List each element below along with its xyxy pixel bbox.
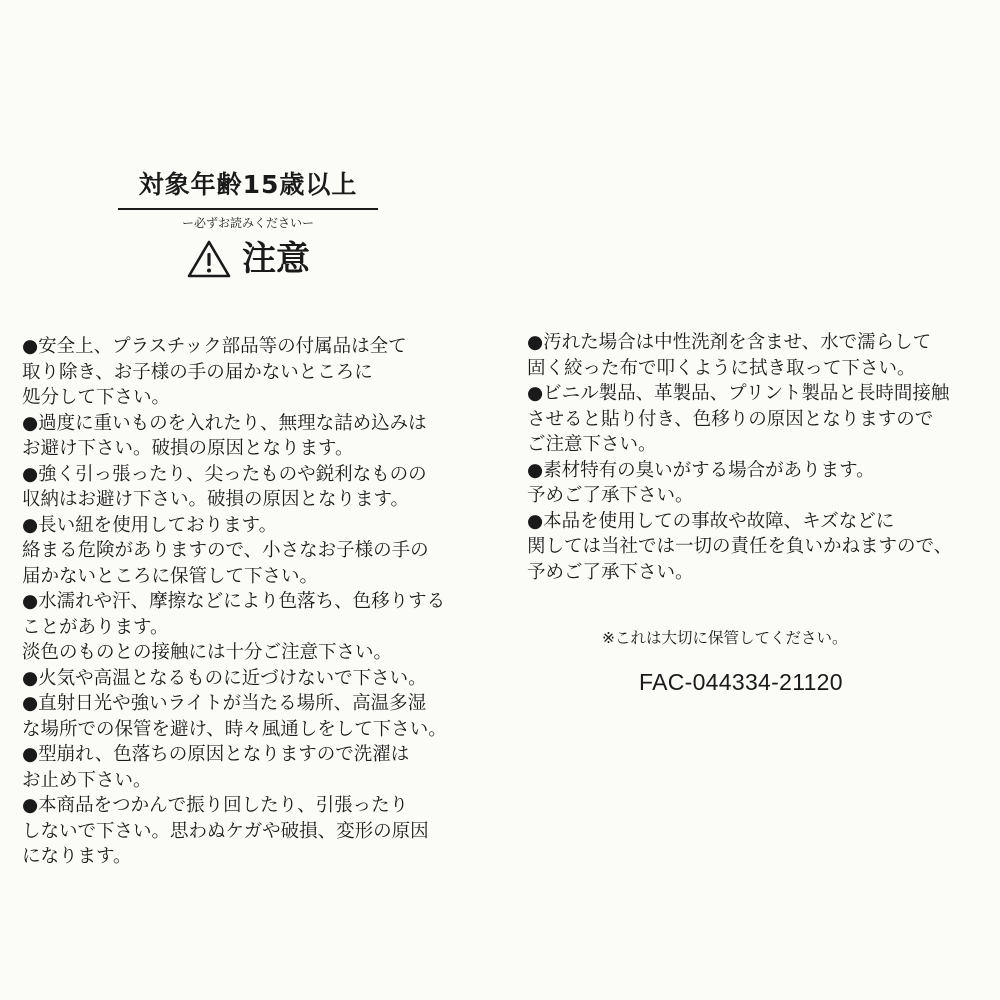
caution-line: お避け下さい。破損の原因となります。 (22, 438, 354, 459)
warning-triangle-icon (186, 238, 232, 280)
keep-note: ※これは大切に保管してください。 (602, 629, 848, 647)
read-note: ー必ずお読みくださいー (181, 216, 314, 230)
caution-line: ●汚れた場合は中性洗剤を含ませ、水で濡らして (527, 332, 932, 353)
caution-line: 届かないところに保管して下さい。 (22, 565, 319, 587)
caution-line: お止め下さい。 (22, 769, 152, 791)
caution-line: しないで下さい。思わぬケガや破損、変形の原因 (22, 820, 429, 842)
caution-line: ●強く引っ張ったり、尖ったものや鋭利なものの (22, 463, 427, 485)
caution-line: 予めご了承下さい。 (527, 561, 694, 583)
label-header (118, 168, 378, 281)
caution-line: ●ビニル製品、革製品、プリント製品と長時間接触 (527, 383, 950, 404)
caution-line: ことがあります。 (22, 616, 169, 638)
caution-line: な場所での保管を避け、時々風通しをして下さい。 (22, 718, 447, 740)
caution-line: ご注意下さい。 (527, 434, 657, 455)
caution-line: させると貼り付き、色移りの原因となりますので (527, 408, 934, 430)
caution-line: になります。 (22, 846, 132, 867)
caution-line: ●型崩れ、色落ちの原因となりますので洗濯は (22, 744, 410, 765)
caution-line: 収納はお避け下さい。破損の原因となります。 (22, 489, 410, 510)
caution-line: 関しては当社では一切の責任を負いかねますので、 (527, 536, 953, 557)
caution-line: ●素材特有の臭いがする場合があります。 (527, 459, 875, 481)
caution-line: ●水濡れや汗、摩擦などにより色落ち、色移りする (22, 591, 446, 612)
caution-line: ●直射日光や強いライトが当たる場所、高温多湿 (22, 693, 427, 714)
caution-line: 処分して下さい。 (22, 387, 171, 408)
caution-line: ●火気や高温となるものに近づけないで下さい。 (22, 667, 427, 689)
caution-line: 淡色のものとの接触には十分ご注意下さい。 (22, 642, 393, 663)
caution-line: 固く絞った布で叩くように拭き取って下さい。 (527, 357, 916, 379)
caution-line: ●本品を使用しての事故や故障、キズなどに (527, 510, 895, 532)
caution-line: ●安全上、プラスチック部品等の付属品は全て (22, 336, 407, 357)
caution-title: 注意 (242, 239, 310, 279)
caution-line: ●本商品をつかんで振り回したり、引張ったり (22, 795, 409, 816)
age-label: 対象年齢15歳以上 (118, 168, 378, 210)
caution-line: ●過度に重いものを入れたり、無理な詰め込みは (22, 412, 427, 434)
caution-line: 絡まる危険がありますので、小さなお子様の手の (22, 540, 429, 561)
product-code: FAC-044334-21120 (639, 669, 843, 695)
caution-line: 取り除き、お子様の手の届かないところに (22, 361, 373, 383)
caution-list-left (22, 334, 447, 870)
caution-line: 予めご了承下さい。 (527, 485, 694, 506)
caution-heading (118, 237, 378, 281)
caution-line: ●長い紐を使用しております。 (22, 514, 278, 536)
caution-list-right (527, 330, 952, 585)
